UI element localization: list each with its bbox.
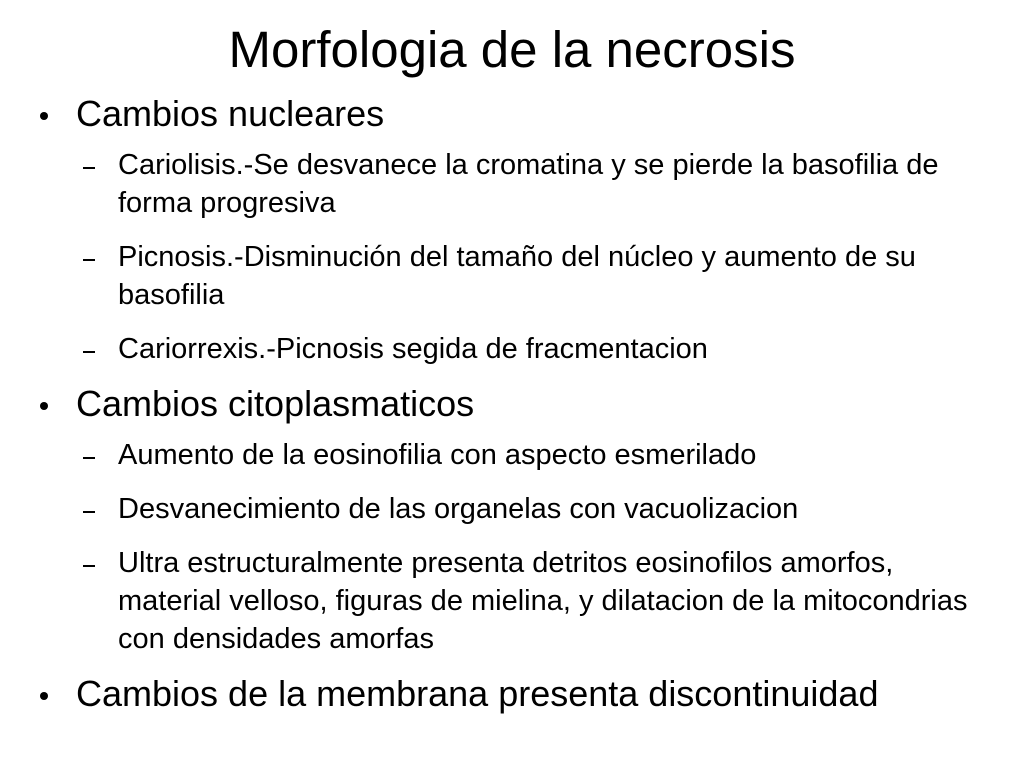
dash-bullet-icon: [83, 259, 95, 261]
sub-bullet-picnosis: [0, 238, 998, 314]
bullet-dot-icon: [40, 692, 48, 700]
bullet-dot-icon: [40, 402, 48, 410]
sub-bullet-text: Picnosis.-Disminución del tamaño del núcleo y aumento de su basofilia: [118, 241, 916, 311]
dash-bullet-icon: [83, 565, 95, 567]
bullet-cambios-citoplasmaticos: [0, 382, 1024, 426]
dash-bullet-icon: [83, 511, 95, 513]
bullet-cambios-membrana: [0, 672, 1024, 716]
sub-bullet-text: Desvanecimiento de las organelas con vacuolizacion: [118, 493, 799, 525]
sub-bullet-text: Aumento de la eosinofilia con aspecto esmerilado: [118, 439, 757, 471]
slide-title: Morfologia de la necrosis: [228, 21, 796, 78]
sub-bullet-cariorrexis: [0, 330, 998, 368]
bullet-cambios-nucleares: [0, 92, 1024, 136]
sub-bullet-aumento-eosinofilia: [0, 436, 998, 474]
sub-bullet-ultraestructura: [0, 544, 998, 658]
bullet-list: [0, 92, 1024, 716]
bullet-text: Cambios citoplasmaticos: [76, 383, 475, 424]
dash-bullet-icon: [83, 167, 95, 169]
sub-bullet-cariolisis: [0, 146, 998, 222]
bullet-text: Cambios de la membrana presenta discontinuidad: [76, 673, 879, 714]
sub-bullet-desvanecimiento-organelas: [0, 490, 998, 528]
sub-bullet-text: Cariolisis.-Se desvanece la cromatina y se pierde la basofilia de forma progresiva: [118, 149, 939, 219]
dash-bullet-icon: [83, 457, 95, 459]
sub-bullet-text: Cariorrexis.-Picnosis segida de fracmentacion: [118, 333, 708, 365]
bullet-text: Cambios nucleares: [76, 93, 385, 134]
bullet-dot-icon: [40, 112, 48, 120]
dash-bullet-icon: [83, 351, 95, 353]
sub-bullet-text: Ultra estructuralmente presenta detritos eosinofilos amorfos, material velloso, figuras de mielina, y dilatacion de la mitocondrias con densidades amorfas: [118, 547, 968, 655]
